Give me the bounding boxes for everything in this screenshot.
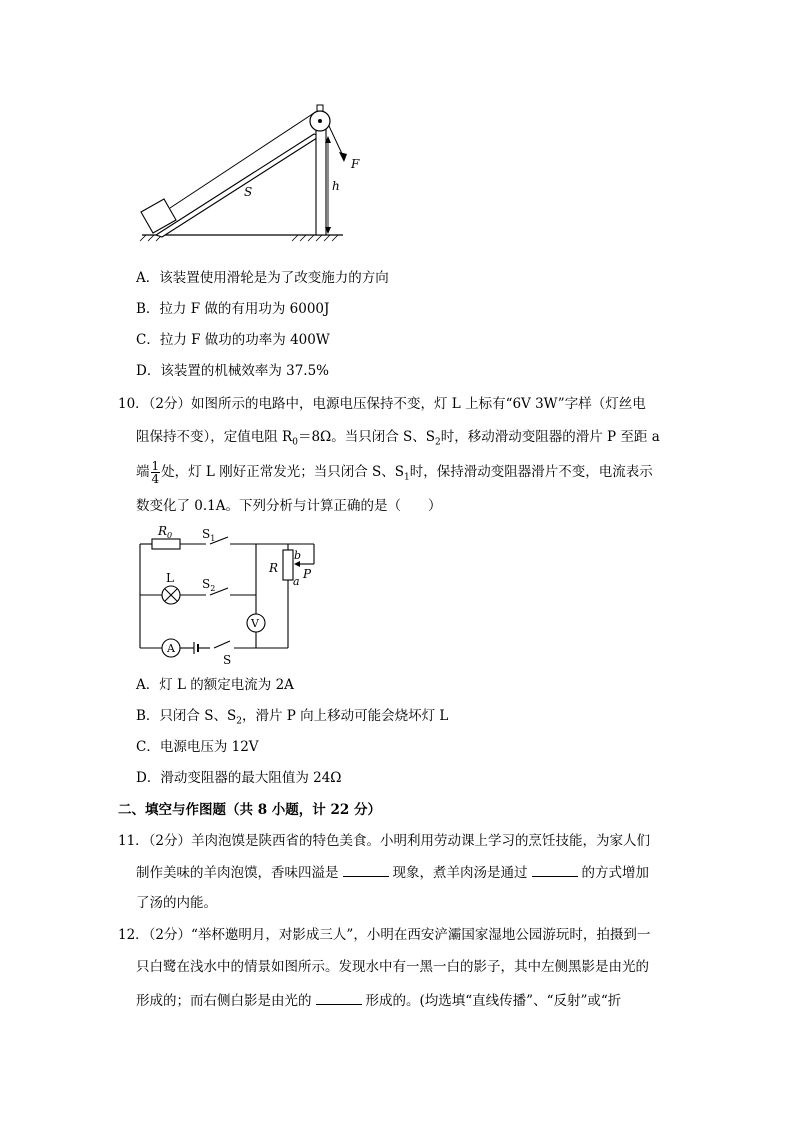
q12-line-2: 只白鹭在浅水中的情景如图所示。发现水中有一黑一白的影子，其中左侧黑影是由光的: [136, 959, 649, 975]
ground-hatching: [140, 235, 338, 241]
q10-option-b-post: ，滑片 P 向上移动可能会烧坏灯 L: [241, 708, 449, 724]
label-h: h: [332, 179, 340, 193]
q12-line-3-end: 形成的。(均选填“直线传播”、“反射”或“折: [365, 993, 622, 1009]
q11-line-1: 11．（2分）羊肉泡馍是陕西省的特色美食。小明利用劳动课上学习的烹饪技能，为家人们: [118, 833, 651, 849]
q11-line-2-end: 的方式增加: [581, 865, 649, 881]
label-s: S: [223, 653, 232, 667]
rope: [170, 113, 314, 208]
q11-line-2-mid: 现象，煮羊肉汤是通过: [392, 865, 528, 881]
q9-option-c: C．拉力 F 做功的功率为 400W: [136, 332, 330, 348]
incline-pulley-figure: [138, 104, 378, 244]
pulley-axle: [318, 119, 322, 123]
q9-option-d: D．该装置的机械效率为 37.5%: [136, 363, 330, 379]
label-p: P: [303, 567, 312, 581]
q10-line-3-end: 时，保持滑动变阻器滑片不变，电流表示: [409, 464, 653, 480]
label-l: L: [166, 571, 174, 585]
q10-s2-sub: 2: [435, 437, 441, 448]
label-a: a: [293, 575, 300, 588]
q10-line-2-end: 时，移动滑动变阻器的滑片 P 至距 a: [440, 429, 660, 445]
pillar: [316, 128, 326, 235]
fraction-one-quarter: [151, 460, 161, 485]
q10-option-c: C．电源电压为 12V: [136, 739, 259, 755]
label-voltmeter: V: [251, 617, 259, 630]
label-S: S: [244, 185, 253, 199]
switch-s: [214, 641, 230, 648]
q12-line-3: [136, 990, 621, 1011]
label-s2: $S_2$: [202, 577, 216, 593]
force-arrow-head: [339, 152, 347, 162]
circuit-diagram: [130, 522, 330, 670]
label-ammeter: A: [167, 642, 175, 655]
q10-line-1: 10．（2分）如图所示的电路中，电源电压保持不变，灯 L 上标有“6V 3W”字样（灯丝电: [118, 396, 646, 412]
q10-line-4: 数变化了 0.1A。下列分析与计算正确的是（ ）: [136, 498, 442, 514]
q10-option-a: A．灯 L 的额定电流为 2A: [136, 677, 294, 693]
q11-line-2-pre: 制作美味的羊肉泡馍，香味四溢是: [136, 865, 339, 881]
label-b: b: [294, 549, 302, 562]
q10-line-3-pre: 端: [136, 464, 150, 480]
q10-line-3-mid: 处，灯 L 刚好正常发光；当只闭合 S、S: [161, 464, 404, 480]
q10-line-2: [136, 427, 660, 453]
label-r0: $R_0$: [158, 524, 173, 540]
q10-s1-sub: 1: [403, 472, 410, 483]
label-F: F: [351, 157, 360, 171]
q9-option-b: B．拉力 F 做的有用功为 6000J: [136, 301, 330, 317]
resistor-r0: [152, 539, 180, 549]
section-2-title: 二、填空与作图题（共 8 小题，计 22 分）: [118, 802, 381, 818]
fraction-numerator: 1: [151, 459, 160, 473]
q10-option-d: D．滑动变阻器的最大阻值为 24Ω: [136, 770, 342, 786]
q10-line-3: [136, 460, 653, 488]
label-r: R: [269, 561, 279, 575]
q10-line-2-pre: 阻保持不变），定值电阻 R: [136, 429, 293, 445]
q11-line-2: [136, 862, 649, 883]
q11-line-3: 了汤的内能。: [136, 895, 217, 911]
q9-option-a: A．该装置使用滑轮是为了改变施力的方向: [136, 270, 389, 286]
q10-line-2-post: ＝8Ω。当只闭合 S、S: [297, 429, 436, 445]
q12-line-3-pre: 形成的；而右侧白影是由光的: [136, 993, 312, 1009]
answer-blank[interactable]: [532, 862, 578, 877]
q10-option-b: [136, 706, 448, 732]
q12-line-1: 12．（2分）“举杯邀明月，对影成三人”，小明在西安浐灞国家湿地公园游玩时，拍摄到一: [118, 927, 651, 943]
fraction-denominator: 4: [151, 472, 160, 486]
answer-blank[interactable]: [316, 990, 362, 1005]
answer-blank[interactable]: [343, 862, 389, 877]
incline-plank: [156, 134, 320, 237]
rheostat-r: [283, 550, 293, 580]
pulley-mount: [317, 105, 323, 111]
q10-r0-sub: 0: [292, 437, 298, 448]
q10-option-b-pre: B．只闭合 S、S: [136, 708, 237, 724]
q10-option-b-sub: 2: [236, 716, 242, 727]
label-s1: $S_1$: [202, 527, 216, 543]
